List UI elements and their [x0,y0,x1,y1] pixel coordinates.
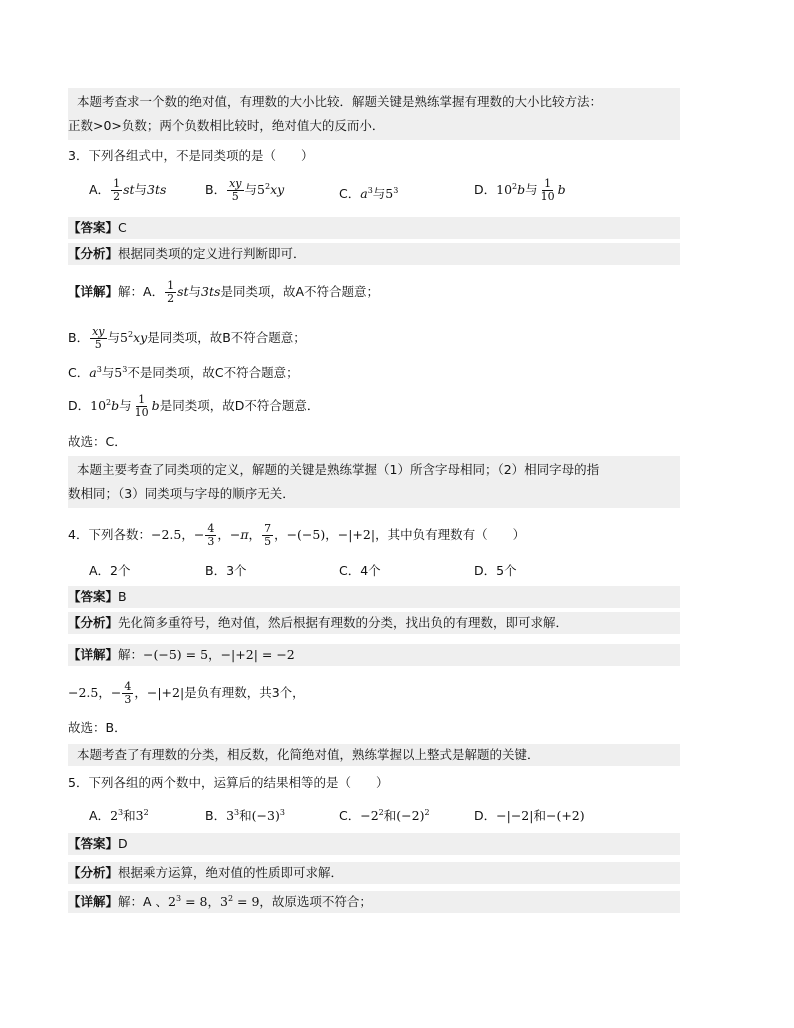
q3-answer: 【答案】C [68,217,680,239]
q5-option-b: B．$3^3$和$(-3)^3$ [205,807,285,823]
q5-detail: 【详解】解：A 、$2^3 = 8$，$3^2 = 9$，故原选项不符合； [68,891,680,913]
q3-option-d: D．$10^2b$与 $\frac{1}{10}$ b [474,177,566,203]
q3-note-line2: 数相同；（3）同类项与字母的顺序无关． [68,486,295,501]
q5-option-c: C．$-2^2$和$(-2)^2$ [339,807,430,823]
q5-answer: 【答案】D [68,833,680,855]
q4-choose: 故选：B． [68,720,127,735]
q3-detail-d: D．$10^2b$与 $\frac{1}{10}$ b是同类项，故D不符合题意． [68,393,320,419]
frac: $\frac{1}{2}$ [167,279,175,305]
q3-detail-b: B． $\frac{xy}{5}$ 与$5^2xy$是同类项，故B不符合题意； [68,325,306,351]
q2-note-block [68,88,680,140]
q4-detail: 【详解】解：−(−5) = 5，−|+2| = −2 [68,644,680,666]
q3-note-block [68,456,680,508]
q3-option-b: B． $\frac{xy}{5}$ 与$5^2xy$ [205,177,285,203]
q4-option-d: D．5个 [474,563,517,578]
q3-analysis: 【分析】根据同类项的定义进行判断即可． [68,243,680,265]
q5-analysis: 【分析】根据乘方运算，绝对值的性质即可求解． [68,862,680,884]
q5-option-a: A．$2^3$和$3^2$ [89,807,149,823]
frac: $\frac{1}{2}$ [113,177,121,203]
q4-option-b: B．3个 [205,563,247,578]
q3-note-line1: 本题主要考查了同类项的定义，解题的关键是熟练掌握（1）所含字母相同；（2）相同字母的指 [77,462,600,477]
q3-detail-c: C．$a^3$与$5^3$不是同类项，故C不符合题意； [68,364,299,380]
q2-note-line1: 本题考查求一个数的绝对值，有理数的大小比较．解题关键是熟练掌握有理数的大小比较方法： [77,94,603,109]
q3-detail-a: 【详解】解：A． $\frac{1}{2}$ st与3ts是同类项，故A不符合题意； [68,279,380,305]
q3-option-c: C．$a^3$与$5^3$ [339,185,399,201]
q4-option-c: C．4个 [339,563,381,578]
frac: $\frac{xy}{5}$ [92,325,105,351]
frac: $\frac{4}{3}$ [207,522,215,548]
frac: $\frac{xy}{5}$ [229,177,242,203]
q4-list: −2.5，− $\frac{4}{3}$ ，−|+2|是负有理数，共3个， [68,680,305,706]
q4-analysis: 【分析】先化简多重符号，绝对值，然后根据有理数的分类，找出负的有理数，即可求解． [68,612,680,634]
frac: $\frac{4}{3}$ [124,680,132,706]
q2-note-line2: 正数>0>负数；两个负数相比较时，绝对值大的反而小． [68,118,385,133]
q5-option-d: D．−|−2|和−(+2) [474,808,585,823]
q3-option-a: A． $\frac{1}{2}$ st与3ts [89,177,167,203]
q4-note: 本题考查了有理数的分类，相反数，化简绝对值，熟练掌握以上整式是解题的关键． [68,744,680,766]
q5-stem: 5．下列各组的两个数中，运算后的结果相等的是（ ） [68,775,389,790]
q3-choose: 故选：C． [68,434,127,449]
q4-option-a: A．2个 [89,563,131,578]
q4-stem: 4．下列各数：−2.5，− $\frac{4}{3}$ ，−π， $\frac{7}{5}$ ，−(−5)，−|+2|，其中负有理数有（ ） [68,522,526,548]
frac: $\frac{1}{10}$ [134,393,149,419]
frac: $\frac{7}{5}$ [264,522,272,548]
q3-stem: 3．下列各组式中，不是同类项的是（ ） [68,148,314,163]
frac: $\frac{1}{10}$ [540,177,555,203]
q4-answer: 【答案】B [68,586,680,608]
